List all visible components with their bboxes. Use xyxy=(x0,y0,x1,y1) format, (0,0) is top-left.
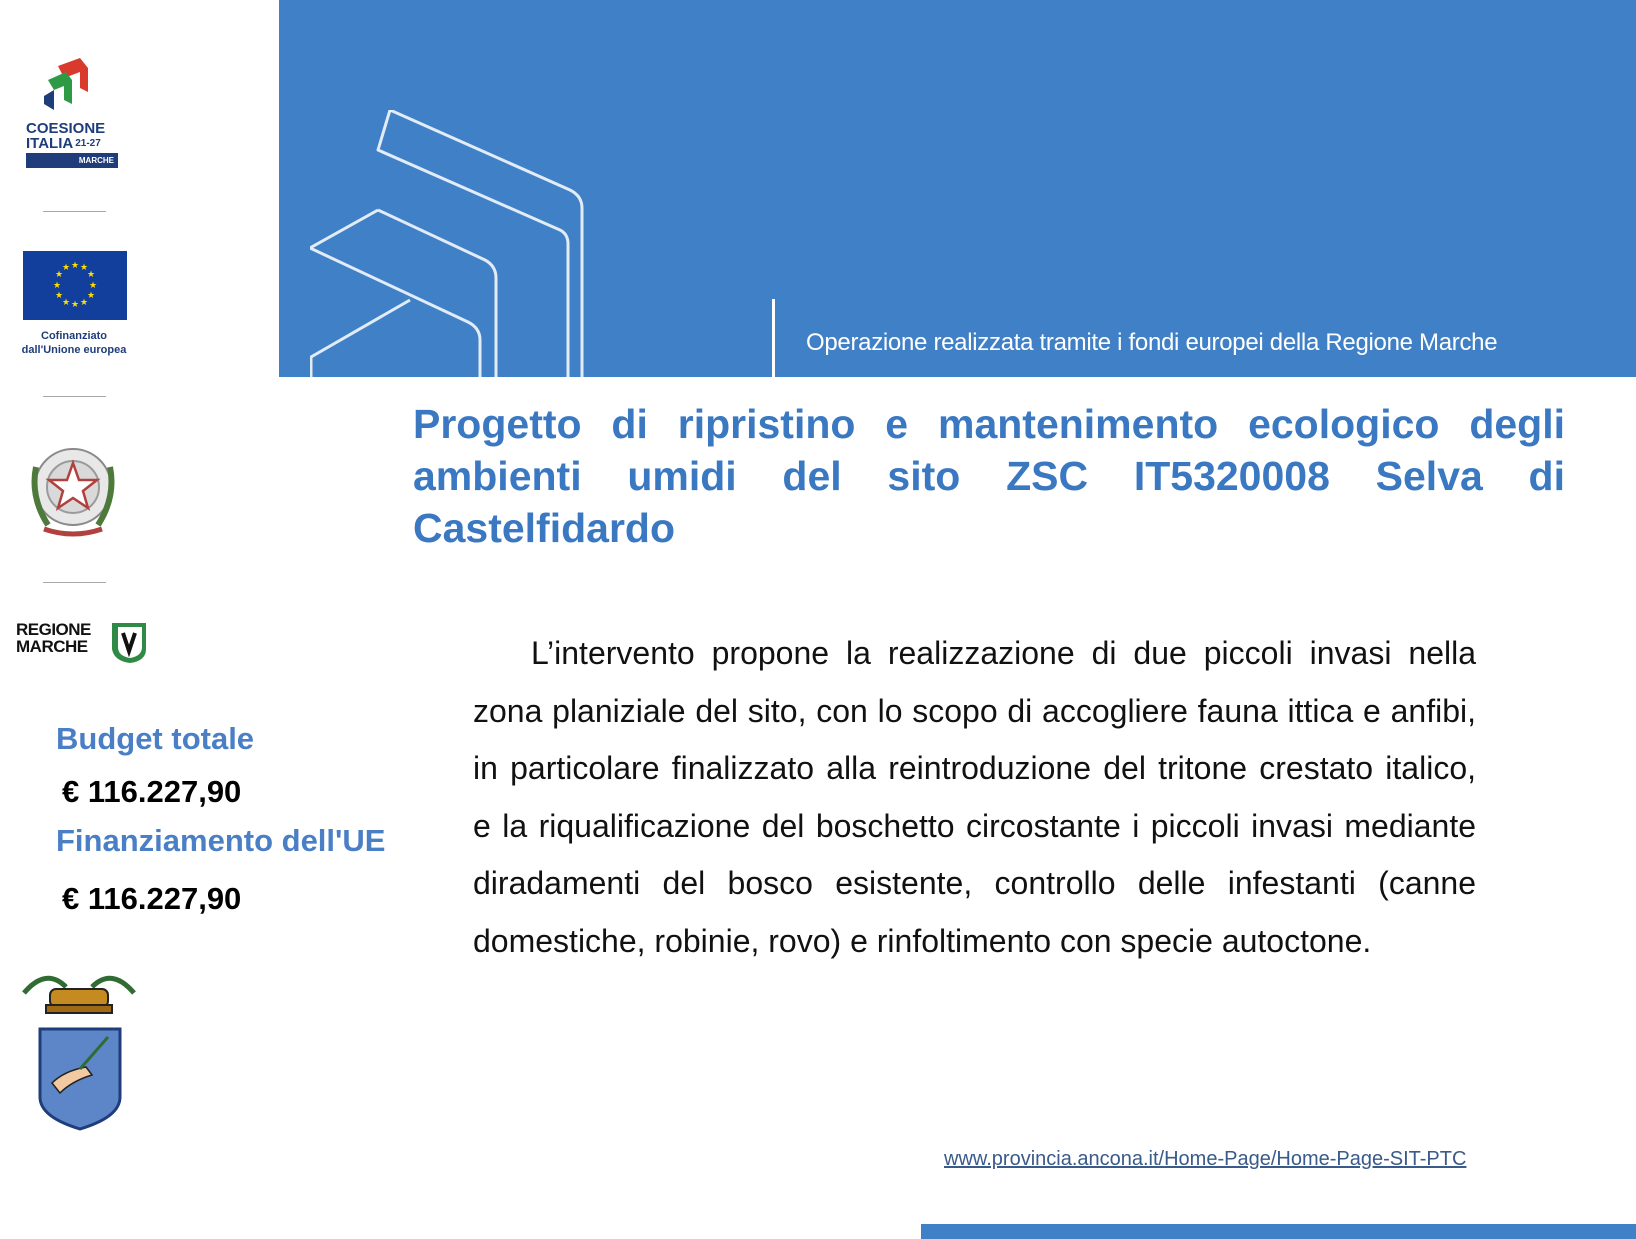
coesione-italia-logo xyxy=(26,58,126,168)
logo-sidebar xyxy=(0,0,386,1239)
eu-funding-label: Finanziamento dell'UE xyxy=(56,823,386,858)
svg-text:★: ★ xyxy=(61,263,71,273)
italian-republic-emblem-icon xyxy=(26,437,120,541)
banner-divider xyxy=(772,299,775,377)
divider xyxy=(43,211,106,212)
svg-text:★: ★ xyxy=(79,298,89,308)
banner-tagline: Operazione realizzata tramite i fondi europei della Regione Marche xyxy=(806,329,1498,356)
project-title: Progetto di ripristino e mantenimento ecologico degli ambienti umidi del sito ZSC IT5320008 Selva di Castelfidardo xyxy=(413,401,1565,551)
regione-line2: MARCHE xyxy=(16,637,88,656)
coesione-line1: COESIONE xyxy=(26,120,106,137)
svg-text:★: ★ xyxy=(52,281,62,291)
regione-line1: REGIONE xyxy=(16,620,91,639)
svg-text:★: ★ xyxy=(70,261,80,271)
svg-text:★: ★ xyxy=(86,291,96,301)
svg-text:★: ★ xyxy=(54,291,64,301)
svg-text:★: ★ xyxy=(79,263,89,273)
svg-text:★: ★ xyxy=(88,281,98,291)
coesione-years: 21-27 xyxy=(75,138,101,149)
divider xyxy=(43,396,106,397)
svg-text:★: ★ xyxy=(86,270,96,280)
coesione-arrow-icon xyxy=(44,58,100,116)
budget-total-label: Budget totale xyxy=(56,721,255,756)
arrow-graphic xyxy=(310,110,630,377)
provincia-ancona-crest-icon xyxy=(16,963,142,1135)
svg-text:★: ★ xyxy=(61,298,71,308)
budget-total-value: € 116.227,90 xyxy=(62,774,242,809)
eu-funding-value: € 116.227,90 xyxy=(62,881,242,916)
divider xyxy=(43,582,106,583)
coesione-line2: ITALIA $^{21-27}$ xyxy=(26,135,101,152)
regione-marche-logo xyxy=(16,621,91,655)
coesione-region: MARCHE xyxy=(26,153,118,168)
svg-text:★: ★ xyxy=(70,300,80,310)
eu-flag-logo xyxy=(23,251,127,320)
eu-caption: Cofinanziato dall'Unione europea xyxy=(21,330,127,356)
svg-text:★: ★ xyxy=(54,270,64,280)
regione-shield-icon xyxy=(98,621,150,665)
project-description: L’intervento propone la realizzazione di due piccoli invasi nella zona planiziale del sito, con lo scopo di accogliere fauna ittica e anfibi, in particolare finalizzato alla reintroduzione del tritone crestato italico, e la riqualificazione del boschetto circostante i piccoli invasi mediante diradamenti del bosco esistente, controllo delle infestanti (canne domestiche, robinie, rovo) e rinfoltimento con specie autoctone. xyxy=(473,635,1476,959)
eu-stars-icon xyxy=(23,251,127,320)
footer-bar xyxy=(921,1224,1636,1239)
provincia-website-link[interactable]: www.provincia.ancona.it/Home-Page/Home-Page-SIT-PTC xyxy=(944,1148,1467,1170)
